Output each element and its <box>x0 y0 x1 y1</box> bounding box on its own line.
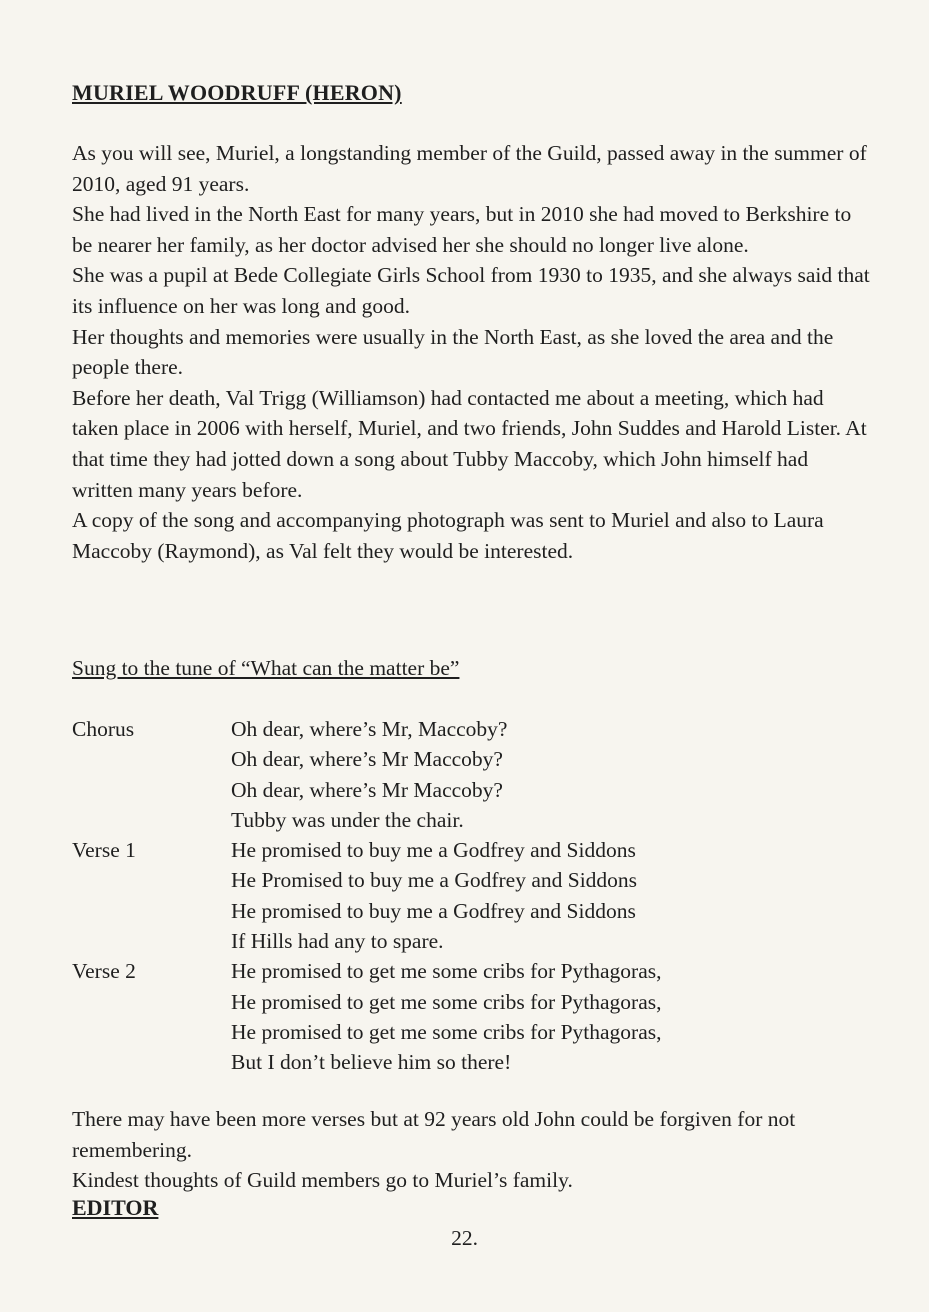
paragraph: She had lived in the North East for many years, but in 2010 she had moved to Berkshire to be nearer her family, as her doctor advised her she should no longer live alone. <box>72 202 852 257</box>
stanza-chorus <box>72 714 872 835</box>
lyric-line: He promised to get me some cribs for Pythagoras, <box>231 1019 662 1044</box>
paragraph: As you will see, Muriel, a longstanding member of the Guild, passed away in the summer of 2010, aged 91 years. <box>72 141 867 196</box>
paragraph: A copy of the song and accompanying photograph was sent to Muriel and also to Laura Maccoby (Raymond), as Val felt they would be interested. <box>72 508 824 563</box>
stanza-verse-1 <box>72 835 872 956</box>
paragraph: She was a pupil at Bede Collegiate Girls School from 1930 to 1935, and she always said that its influence on her was long and good. <box>72 263 870 318</box>
stanza-label: Verse 1 <box>72 838 136 863</box>
lyric-line: He promised to buy me a Godfrey and Siddons <box>231 838 636 863</box>
lyric-line: Oh dear, where’s Mr Maccoby? <box>231 777 503 802</box>
paragraph: Before her death, Val Trigg (Williamson) had contacted me about a meeting, which had taken place in 2006 with herself, Muriel, and two friends, John Suddes and Harold Lister. At that time they had jotted down a song about Tubby Maccoby, which John himself had written many years before. <box>72 385 867 502</box>
paragraph: Kindest thoughts of Guild members go to Muriel’s family. <box>72 1168 573 1193</box>
lyric-line: Oh dear, where’s Mr Maccoby? <box>231 747 503 772</box>
tune-heading: Sung to the tune of “What can the matter be” <box>72 656 460 680</box>
paragraph: There may have been more verses but at 92 years old John could be forgiven for not remembering. <box>72 1107 796 1162</box>
song-lyrics <box>72 714 872 1078</box>
lyric-line: Oh dear, where’s Mr, Maccoby? <box>231 717 508 741</box>
lyric-line: He promised to get me some cribs for Pythagoras, <box>231 989 662 1014</box>
paragraph: Her thoughts and memories were usually in the North East, as she loved the area and the people there. <box>72 324 834 380</box>
lyric-line: He promised to get me some cribs for Pythagoras, <box>231 959 662 984</box>
lyric-line: If Hills had any to spare. <box>231 929 444 954</box>
closing-text <box>72 1104 872 1196</box>
stanza-label: Verse 2 <box>72 959 136 984</box>
stanza-label: Chorus <box>72 717 135 741</box>
article-body <box>72 138 872 566</box>
editor-signature: EDITOR <box>72 1195 159 1220</box>
lyric-line: He Promised to buy me a Godfrey and Siddons <box>231 868 638 893</box>
lyric-line: But I don’t believe him so there! <box>231 1050 512 1075</box>
lyric-line: Tubby was under the chair. <box>231 807 464 832</box>
stanza-verse-2 <box>72 956 872 1077</box>
page-number: 22. <box>451 1226 478 1250</box>
article-title: MURIEL WOODRUFF (HERON) <box>72 80 402 105</box>
lyric-line: He promised to buy me a Godfrey and Siddons <box>231 898 636 923</box>
